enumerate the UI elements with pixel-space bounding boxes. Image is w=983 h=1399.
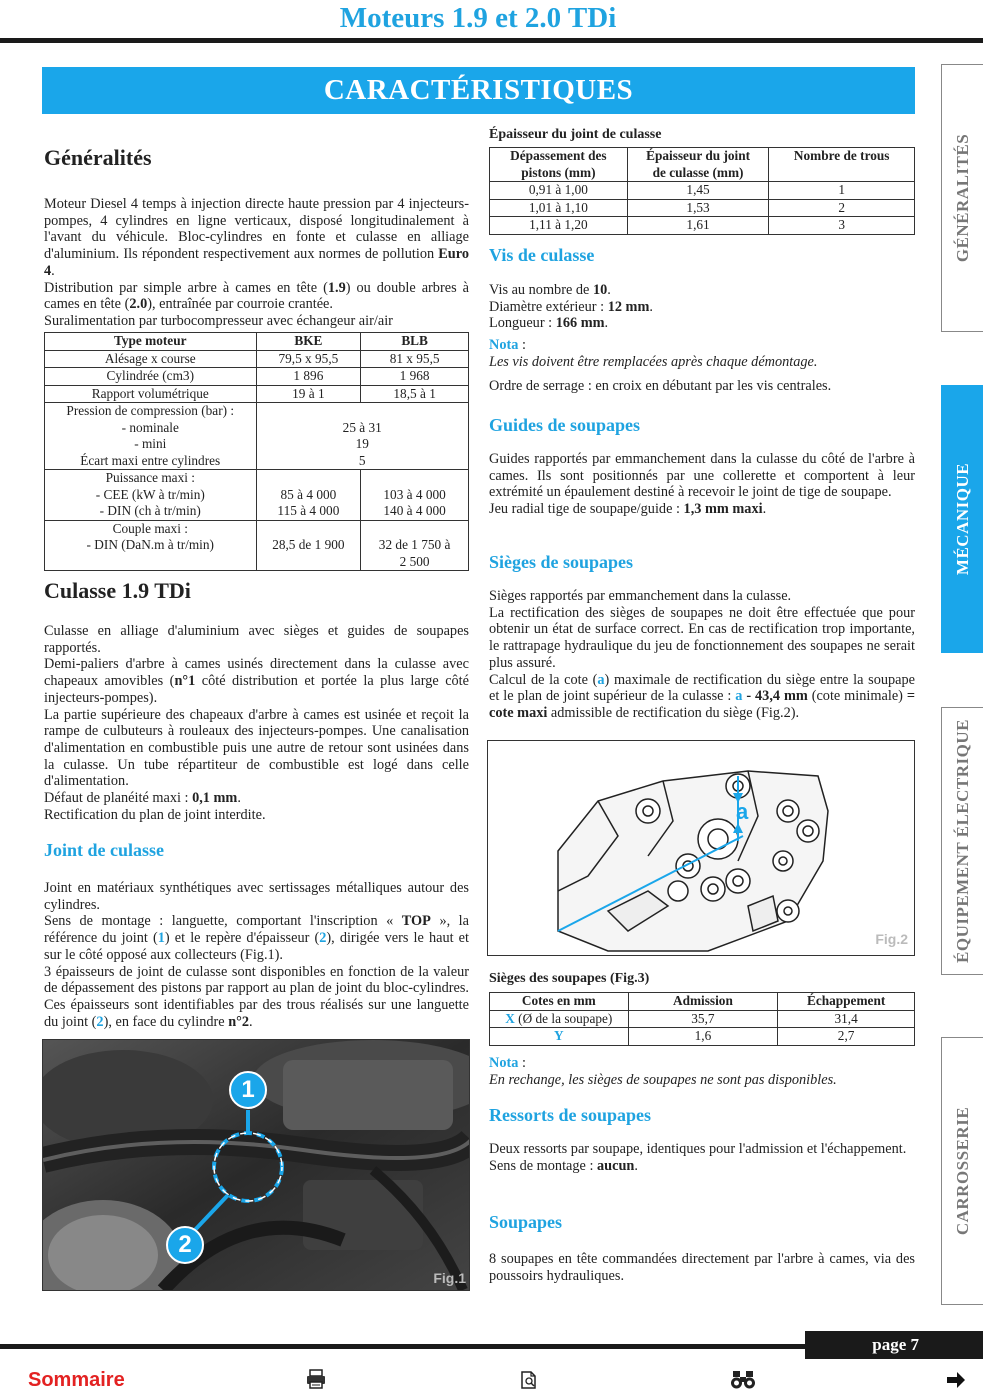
epaisseur-title: Épaisseur du joint de culasse bbox=[489, 127, 662, 142]
sieges-nota: Nota : En rechange, les sièges de soupapes ne sont pas disponibles. bbox=[489, 1055, 837, 1088]
vis-text: Vis au nombre de 10. Diamètre extérieur : 12 mm. Longueur : 166 mm. Nota : Les vis doivent être remplacées après chaque démontage. Ordre de serrage : en croix en débutant par les vis centrales. bbox=[489, 282, 832, 394]
sieges-text: Sièges rapportés par emmanchement dans la culasse. La rectification des sièges de soupapes ne doit être effectuée que pour obtenir un état de surface correct. En cas de rectification trop importante, le rattrapage hydraulique du jeu de fonctionnement des soupapes ne serait plus assuré. Calcul de la cote (a) maximale de rectification du siège entre la soupape et le plan de joint supérieur de la culasse : a - 43,4 mm (cote minimale) = cote maxi admissible de rectification du siège (Fig.2). bbox=[489, 588, 915, 721]
table-row: 0,91 à 1,00 1,45 1 bbox=[490, 182, 915, 200]
joint-text: Joint en matériaux synthétiques avec sertissages métalliques autour des cylindres. Sens de montage : languette, comportant l'inscription « TOP », la référence du joint (1) et le repère d'épaisseur (2), dirigée vers le haut et sur le côté opposé aux collecteurs (Fig.1). 3 épaisseurs de joint de culasse sont disponibles en fonction de la valeur de dépassement des pistons par rapport au plan de joint du bloc-cylindres. Ces épaisseurs sont identifiables par des trous réalisés sur une languette du joint (2), en face du cylindre n°2. bbox=[44, 880, 469, 1030]
heading-sieges: Sièges de soupapes bbox=[489, 552, 634, 572]
sieges-table bbox=[489, 992, 915, 1046]
guides-text: Guides rapportés par emmanchement dans la culasse du côté de l'arbre à cames. Ils sont positionnés par une collerette et comportent à leur extrémité un épaulement destiné à recevoir le joint de tige de soupape. Jeu radial tige de soupape/guide : 1,3 mm maxi. bbox=[489, 451, 915, 518]
fig2-marker-a: a bbox=[736, 799, 749, 824]
figure-2 bbox=[487, 740, 915, 956]
sieges-table-title: Sièges des soupapes (Fig.3) bbox=[489, 971, 650, 986]
table-row: Rapport volumétrique 19 à 1 18,5 à 1 bbox=[45, 385, 469, 403]
sommaire-link[interactable]: Sommaire bbox=[28, 1369, 125, 1391]
figure-1 bbox=[42, 1039, 470, 1291]
header-rule bbox=[0, 38, 983, 43]
table-row: Cylindrée (cm3) 1 896 1 968 bbox=[45, 368, 469, 386]
fig2-label: Fig.2 bbox=[875, 931, 908, 947]
heading-generalites: Généralités bbox=[44, 145, 152, 170]
soupapes-text: 8 soupapes en tête commandées directement par l'arbre à cames, via des poussoirs hydrauliques. bbox=[489, 1251, 915, 1284]
heading-ressorts: Ressorts de soupapes bbox=[489, 1105, 652, 1125]
page-number: page 7 bbox=[805, 1331, 983, 1359]
table-row: Puissance maxi : - CEE (kW à tr/min) - DIN (ch à tr/min) 85 à 4 000 115 à 4 000 103 à 4 000 140 à 4 000 bbox=[45, 470, 469, 521]
heading-vis: Vis de culasse bbox=[489, 245, 595, 265]
epaisseur-table bbox=[489, 147, 915, 235]
table-row: Alésage x course 79,5 x 95,5 81 x 95,5 bbox=[45, 350, 469, 368]
fig1-label: Fig.1 bbox=[433, 1270, 466, 1286]
table-row: Type moteur BKE BLB bbox=[45, 333, 469, 351]
table-row: 1,11 à 1,20 1,61 3 bbox=[490, 217, 915, 235]
table-row: 1,01 à 1,10 1,53 2 bbox=[490, 199, 915, 217]
tab-equipement-electrique[interactable]: ÉQUIPEMENT ÉLECTRIQUE bbox=[941, 707, 983, 975]
heading-soupapes: Soupapes bbox=[489, 1212, 563, 1232]
heading-guides: Guides de soupapes bbox=[489, 415, 641, 435]
tab-mecanique[interactable]: MÉCANIQUE bbox=[941, 385, 983, 653]
table-row: Pression de compression (bar) : - nominale - mini Écart maxi entre cylindres 25 à 31 19 5 bbox=[45, 403, 469, 470]
culasse-text: Culasse en alliage d'aluminium avec sièges et guides de soupapes rapportés. Demi-paliers d'arbre à cames usinés directement dans la culasse avec chapeaux amovibles (n°1 côté distribution et portée la plus large côté injecteurs-pompes). La partie supérieure des chapeaux d'arbre à cames est usinée et reçoit la rampe de culbuteurs à rouleaux des injecteurs-pompes. Une canalisation d'alimentation en combustible puis une autre de retour sont usinées dans la culasse. Un tube répartiteur de combustible est logé dans celle d'alimentation. Défaut de planéité maxi : 0,1 mm. Rectification du plan de joint interdite. bbox=[44, 623, 470, 823]
binoculars-icon[interactable] bbox=[730, 1369, 756, 1391]
tab-generalites[interactable]: GÉNÉRALITÉS bbox=[941, 64, 983, 332]
table-row: Dépassement des pistons (mm) Épaisseur du joint de culasse (mm) Nombre de trous bbox=[490, 148, 915, 182]
table-row: Y 1,6 2,7 bbox=[490, 1028, 915, 1046]
table-row: X (Ø de la soupape) 35,7 31,4 bbox=[490, 1010, 915, 1028]
fig1-marker-2: 2 bbox=[178, 1231, 192, 1258]
table-row: Cotes en mm Admission Échappement bbox=[490, 993, 915, 1011]
printer-icon[interactable] bbox=[305, 1368, 327, 1390]
engine-table bbox=[44, 332, 469, 571]
ressorts-text: Deux ressorts par soupape, identiques pour l'admission et l'échappement. Sens de montage : aucun. bbox=[489, 1141, 907, 1174]
heading-joint: Joint de culasse bbox=[44, 840, 165, 860]
section-banner: CARACTÉRISTIQUES bbox=[42, 67, 915, 114]
cylinder-head-diagram bbox=[488, 741, 915, 956]
table-row: Couple maxi : - DIN (DaN.m à tr/min) 28,5 de 1 900 32 de 1 750 à 2 500 bbox=[45, 520, 469, 571]
generalites-text: Moteur Diesel 4 temps à injection directe haute pression par 4 injecteurs-pompes, 4 cylindres en ligne verticaux, disposé longitudinalement à l'avant du véhicule. Bloc-cylindres en fonte et culasse en alliage d'aluminium. Ils répondent respectivement aux normes de pollution Euro 4. Distribution par simple arbre à cames en tête (1.9) ou double arbres à cames en tête (2.0), entraînée par courroie crantée. Suralimentation par turbocompresseur avec échangeur air/air bbox=[44, 196, 469, 329]
document-title: Moteurs 1.9 et 2.0 TDi bbox=[339, 2, 617, 34]
tab-carrosserie[interactable]: CARROSSERIE bbox=[941, 1037, 983, 1305]
fig1-marker-1: 1 bbox=[241, 1076, 255, 1103]
document-icon[interactable] bbox=[519, 1370, 539, 1390]
heading-culasse: Culasse 1.9 TDi bbox=[44, 578, 191, 603]
arrow-right-icon[interactable] bbox=[945, 1370, 967, 1390]
